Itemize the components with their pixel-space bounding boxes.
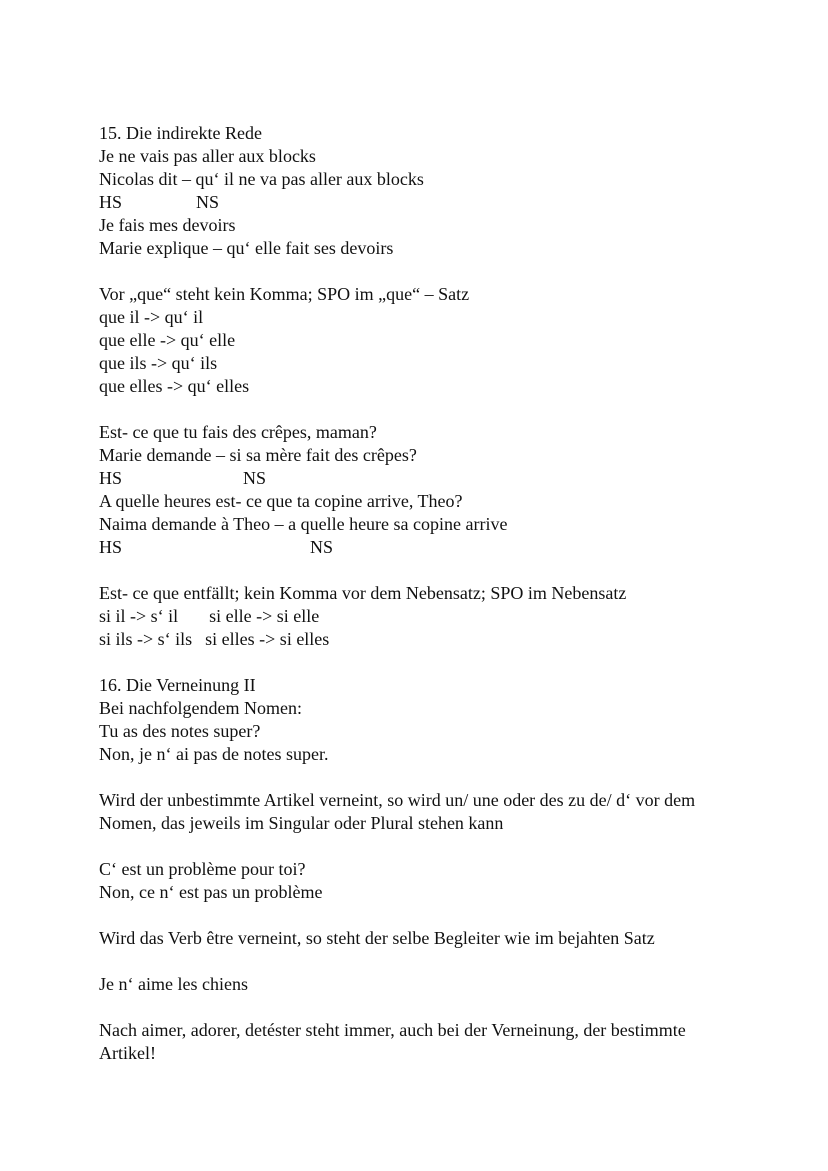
paragraph-gap — [99, 651, 739, 674]
example-4-direct-question: A quelle heures est- ce que ta copine arrive, Theo? — [99, 491, 463, 511]
document-body — [99, 122, 739, 1065]
example-2-answer: Non, ce n‘ est pas un problème — [99, 882, 323, 902]
paragraph-gap — [99, 904, 739, 927]
si-form: si elles -> si elles — [205, 629, 330, 649]
example-3-indirect-question: Marie demande – si sa mère fait des crêpes? — [99, 445, 417, 465]
example-3-clause-labels — [99, 467, 739, 490]
hs-label: HS — [99, 468, 123, 488]
si-form: si il -> s‘ il — [99, 606, 179, 626]
paragraph-gap — [99, 559, 739, 582]
example-3: Je n‘ aime les chiens — [99, 974, 248, 994]
rule-est-ce-que: Est- ce que entfällt; kein Komma vor dem Nebensatz; SPO im Nebensatz — [99, 583, 627, 603]
rule-unbestimmter-artikel: Wird der unbestimmte Artikel verneint, so wird un/ une oder des zu de/ d‘ vor dem Nomen, das jeweils im Singular oder Plural stehen kann — [99, 790, 696, 833]
example-1-indirect-speech: Nicolas dit – qu‘ il ne va pas aller aux blocks — [99, 169, 424, 189]
rule-bestimmter-artikel: Nach aimer, adorer, detéster steht immer, auch bei der Verneinung, der bestimmte Artikel! — [99, 1020, 686, 1063]
section-16-intro: Bei nachfolgendem Nomen: — [99, 698, 302, 718]
paragraph-gap — [99, 835, 739, 858]
example-1-answer: Non, je n‘ ai pas de notes super. — [99, 744, 329, 764]
hs-label: HS — [99, 192, 123, 212]
que-form-1: que il -> qu‘ il — [99, 307, 204, 327]
hs-label: HS — [99, 537, 123, 557]
section-16-heading: 16. Die Verneinung II — [99, 675, 256, 695]
si-form: si ils -> s‘ ils — [99, 629, 193, 649]
rule-etre: Wird das Verb être verneint, so steht der selbe Begleiter wie im bejahten Satz — [99, 928, 655, 948]
example-2-indirect-speech: Marie explique – qu‘ elle fait ses devoirs — [99, 238, 394, 258]
que-form-4: que elles -> qu‘ elles — [99, 376, 250, 396]
si-form: si elle -> si elle — [209, 606, 320, 626]
example-4-clause-labels — [99, 536, 739, 559]
example-2-question: C‘ est un problème pour toi? — [99, 859, 306, 879]
example-4-indirect-question: Naima demande à Theo – a quelle heure sa copine arrive — [99, 514, 508, 534]
ns-label: NS — [310, 537, 334, 557]
example-1-direct-speech: Je ne vais pas aller aux blocks — [99, 146, 316, 166]
paragraph-gap — [99, 996, 739, 1019]
que-form-2: que elle -> qu‘ elle — [99, 330, 236, 350]
rule-que: Vor „que“ steht kein Komma; SPO im „que“ – Satz — [99, 284, 470, 304]
paragraph-gap — [99, 766, 739, 789]
example-1-question: Tu as des notes super? — [99, 721, 261, 741]
paragraph-gap — [99, 950, 739, 973]
example-3-direct-question: Est- ce que tu fais des crêpes, maman? — [99, 422, 377, 442]
ns-label: NS — [243, 468, 267, 488]
example-2-direct-speech: Je fais mes devoirs — [99, 215, 236, 235]
ns-label: NS — [196, 192, 220, 212]
si-forms-row-1 — [99, 605, 739, 628]
example-1-clause-labels — [99, 191, 739, 214]
paragraph-gap — [99, 260, 739, 283]
que-form-3: que ils -> qu‘ ils — [99, 353, 218, 373]
paragraph-gap — [99, 398, 739, 421]
section-15-heading: 15. Die indirekte Rede — [99, 123, 262, 143]
si-forms-row-2 — [99, 628, 739, 651]
